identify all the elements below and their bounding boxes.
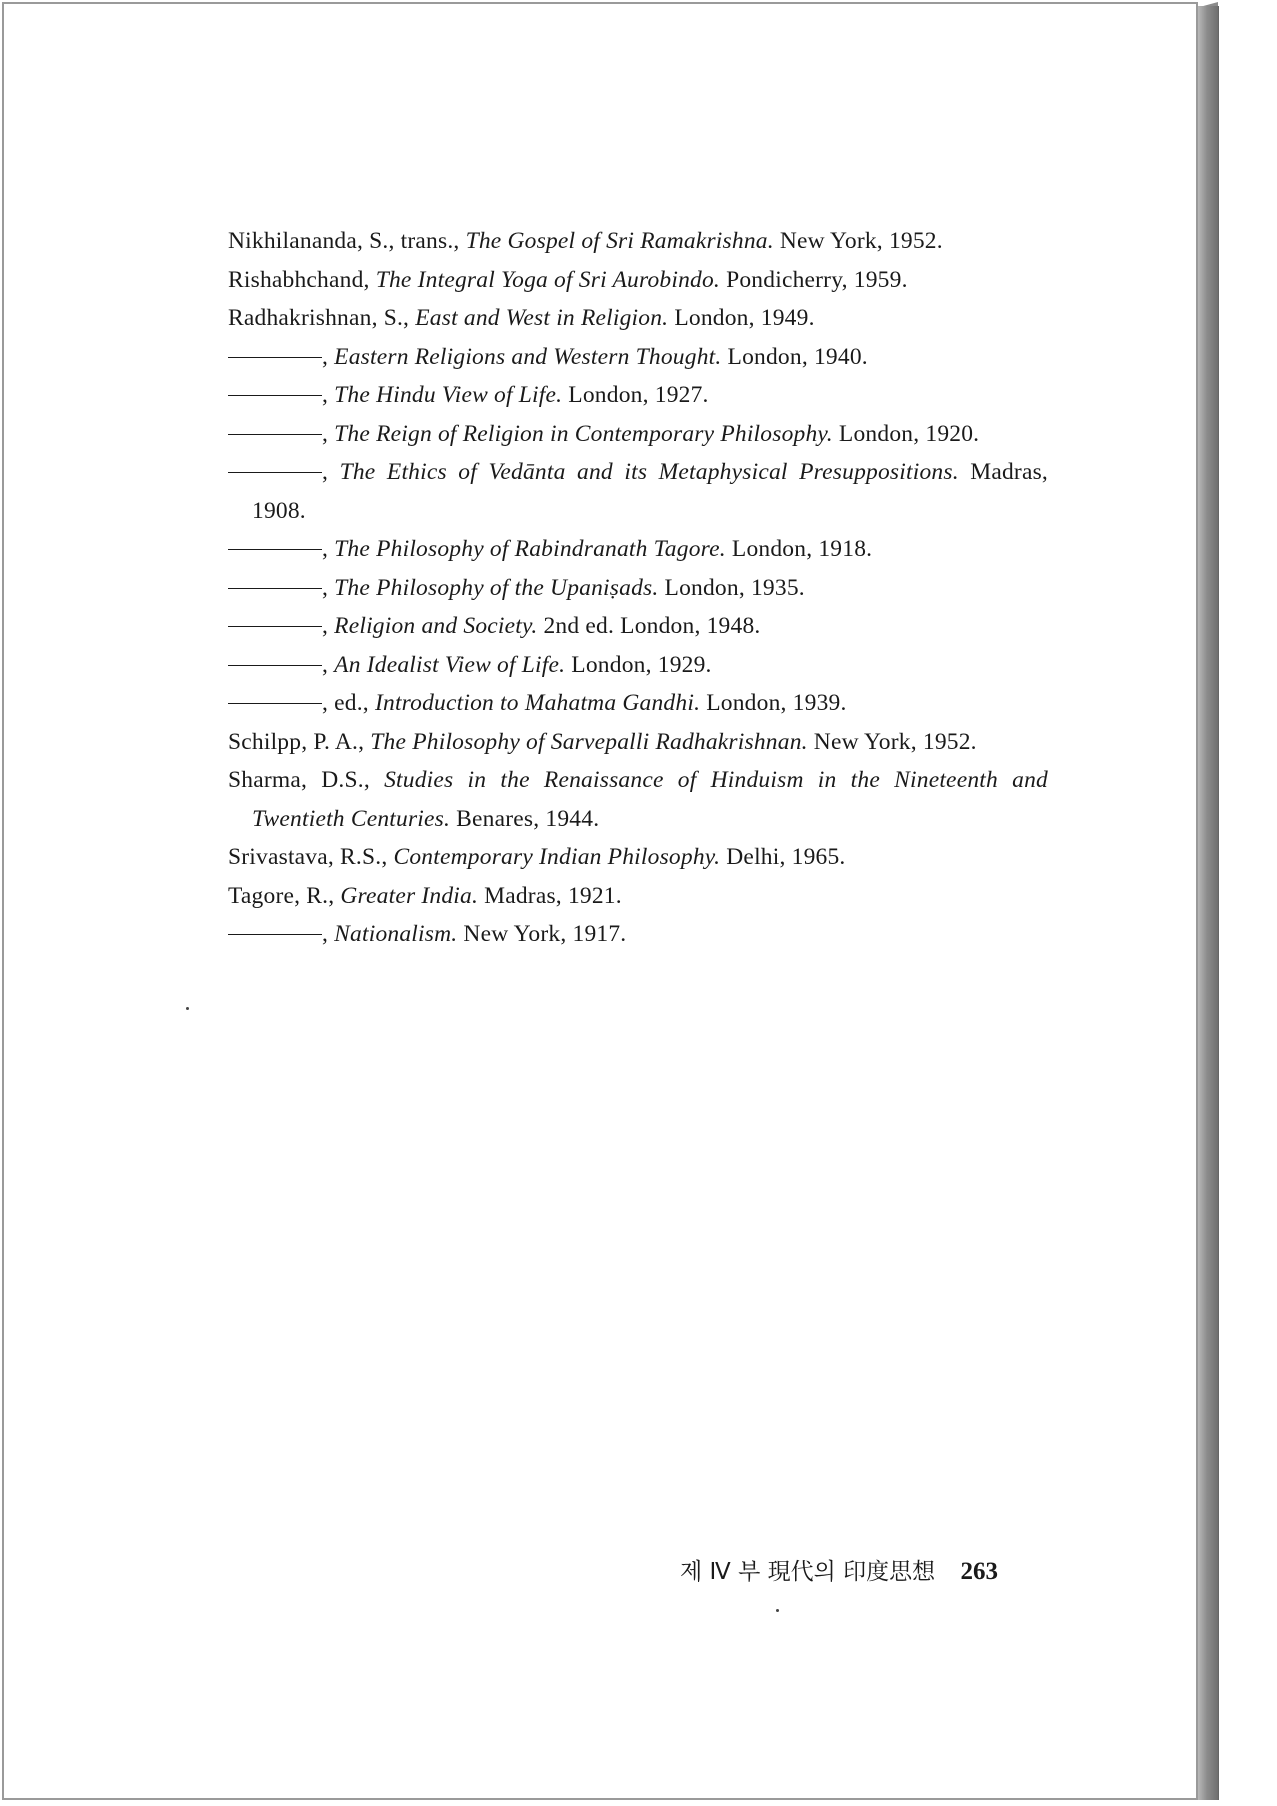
entry-author: Tagore, R., <box>228 882 341 909</box>
ditto-dash <box>228 934 322 935</box>
bibliography-entry <box>228 915 1048 954</box>
bibliography-entry <box>228 607 1048 646</box>
entry-author: Sharma, D.S., <box>228 767 385 793</box>
entry-title: The Integral Yoga of Sri Aurobindo. <box>375 266 721 293</box>
page-edge-shadow <box>1198 6 1219 1800</box>
entry-author: , <box>322 921 335 947</box>
entry-author: Schilpp, P. A., <box>228 728 371 755</box>
entry-title: Religion and Society. <box>334 613 538 639</box>
entry-author: Radhakrishnan, S., <box>228 305 416 331</box>
entry-publication: London, 1949. <box>668 305 815 331</box>
bibliography-entry <box>228 299 1048 338</box>
bibliography-entry <box>228 569 1048 608</box>
entry-title: An Idealist View of Life. <box>334 651 566 678</box>
entry-publication: London, 1940. <box>721 343 868 370</box>
ditto-dash <box>228 395 322 396</box>
entry-author: Srivastava, R.S., <box>228 844 394 870</box>
bibliography-entry <box>228 376 1048 415</box>
entry-author: Nikhilananda, S., trans., <box>228 228 466 254</box>
ditto-dash <box>228 472 322 473</box>
entry-author: , <box>322 651 335 678</box>
entry-publication: Pondicherry, 1959. <box>720 266 908 293</box>
bibliography-entry <box>228 646 1048 685</box>
entry-publication: London, 1927. <box>562 382 709 408</box>
page-number: 263 <box>960 1558 998 1585</box>
entry-author: , <box>322 382 335 408</box>
entry-title: The Philosophy of the Upaniṣads. <box>334 574 659 601</box>
bibliography-entry <box>228 530 1048 569</box>
entry-title: The Gospel of Sri Ramakrishna. <box>465 228 774 254</box>
entry-title: Studies in the Renaissance of Hinduism in the Nineteenth and Twentieth Centuries. <box>252 767 1048 832</box>
entry-author: , <box>322 420 335 447</box>
entry-publication: Madras, 1921. <box>478 882 622 909</box>
entry-publication: London, 1939. <box>700 690 847 716</box>
scan-speck <box>776 1609 779 1612</box>
entry-publication: New York, 1952. <box>773 228 943 254</box>
ditto-dash <box>228 434 322 435</box>
bibliography-list <box>228 222 1048 954</box>
entry-publication: 2nd ed. London, 1948. <box>537 613 761 639</box>
entry-publication: New York, 1917. <box>457 921 627 947</box>
bibliography-entry <box>228 453 1048 530</box>
bibliography-entry <box>228 877 1048 916</box>
entry-author: Rishabhchand, <box>228 266 376 293</box>
entry-author: , <box>322 343 335 370</box>
entry-publication: New York, 1952. <box>807 728 977 755</box>
bibliography-entry <box>228 222 1048 261</box>
entry-author: , <box>322 459 340 485</box>
entry-title: Eastern Religions and Western Thought. <box>334 343 722 370</box>
running-head: 제 Ⅳ 부 現代의 印度思想 <box>680 1559 936 1585</box>
entry-publication: London, 1918. <box>725 536 873 562</box>
ditto-dash <box>228 357 322 358</box>
entry-title: Nationalism. <box>334 921 458 947</box>
bibliography-entry <box>228 338 1048 377</box>
entry-title: Introduction to Mahatma Gandhi. <box>374 690 701 716</box>
entry-publication: Madras, 1908. <box>252 459 1049 524</box>
scan-speck <box>186 1007 189 1010</box>
entry-author: , <box>322 536 335 562</box>
entry-publication: Delhi, 1965. <box>720 844 846 870</box>
bibliography-entry <box>228 415 1048 454</box>
entry-title: The Philosophy of Rabindranath Tagore. <box>334 536 726 562</box>
entry-publication: London, 1935. <box>658 574 805 601</box>
bibliography-entry <box>228 723 1048 762</box>
ditto-dash <box>228 588 322 589</box>
entry-publication: London, 1920. <box>832 420 980 447</box>
entry-publication: Benares, 1944. <box>450 805 600 832</box>
ditto-dash <box>228 703 322 704</box>
entry-author: , <box>322 613 335 639</box>
entry-publication: London, 1929. <box>565 651 712 678</box>
entry-title: The Philosophy of Sarvepalli Radhakrishnan. <box>370 728 808 755</box>
entry-author: , <box>322 574 335 601</box>
bibliography-entry <box>228 838 1048 877</box>
entry-title: Contemporary Indian Philosophy. <box>393 844 721 870</box>
bibliography-entry <box>228 261 1048 300</box>
ditto-dash <box>228 626 322 627</box>
entry-title: Greater India. <box>340 882 479 909</box>
entry-title: East and West in Religion. <box>415 305 669 331</box>
entry-author: , ed., <box>322 690 375 716</box>
ditto-dash <box>228 665 322 666</box>
ditto-dash <box>228 549 322 550</box>
entry-title: The Ethics of Vedānta and its Metaphysical Presuppositions. <box>339 459 959 485</box>
bibliography-entry <box>228 684 1048 723</box>
entry-title: The Reign of Religion in Contemporary Philosophy. <box>334 420 833 447</box>
entry-title: The Hindu View of Life. <box>334 382 563 408</box>
bibliography-entry <box>228 761 1048 838</box>
page-footer <box>680 1553 998 1586</box>
